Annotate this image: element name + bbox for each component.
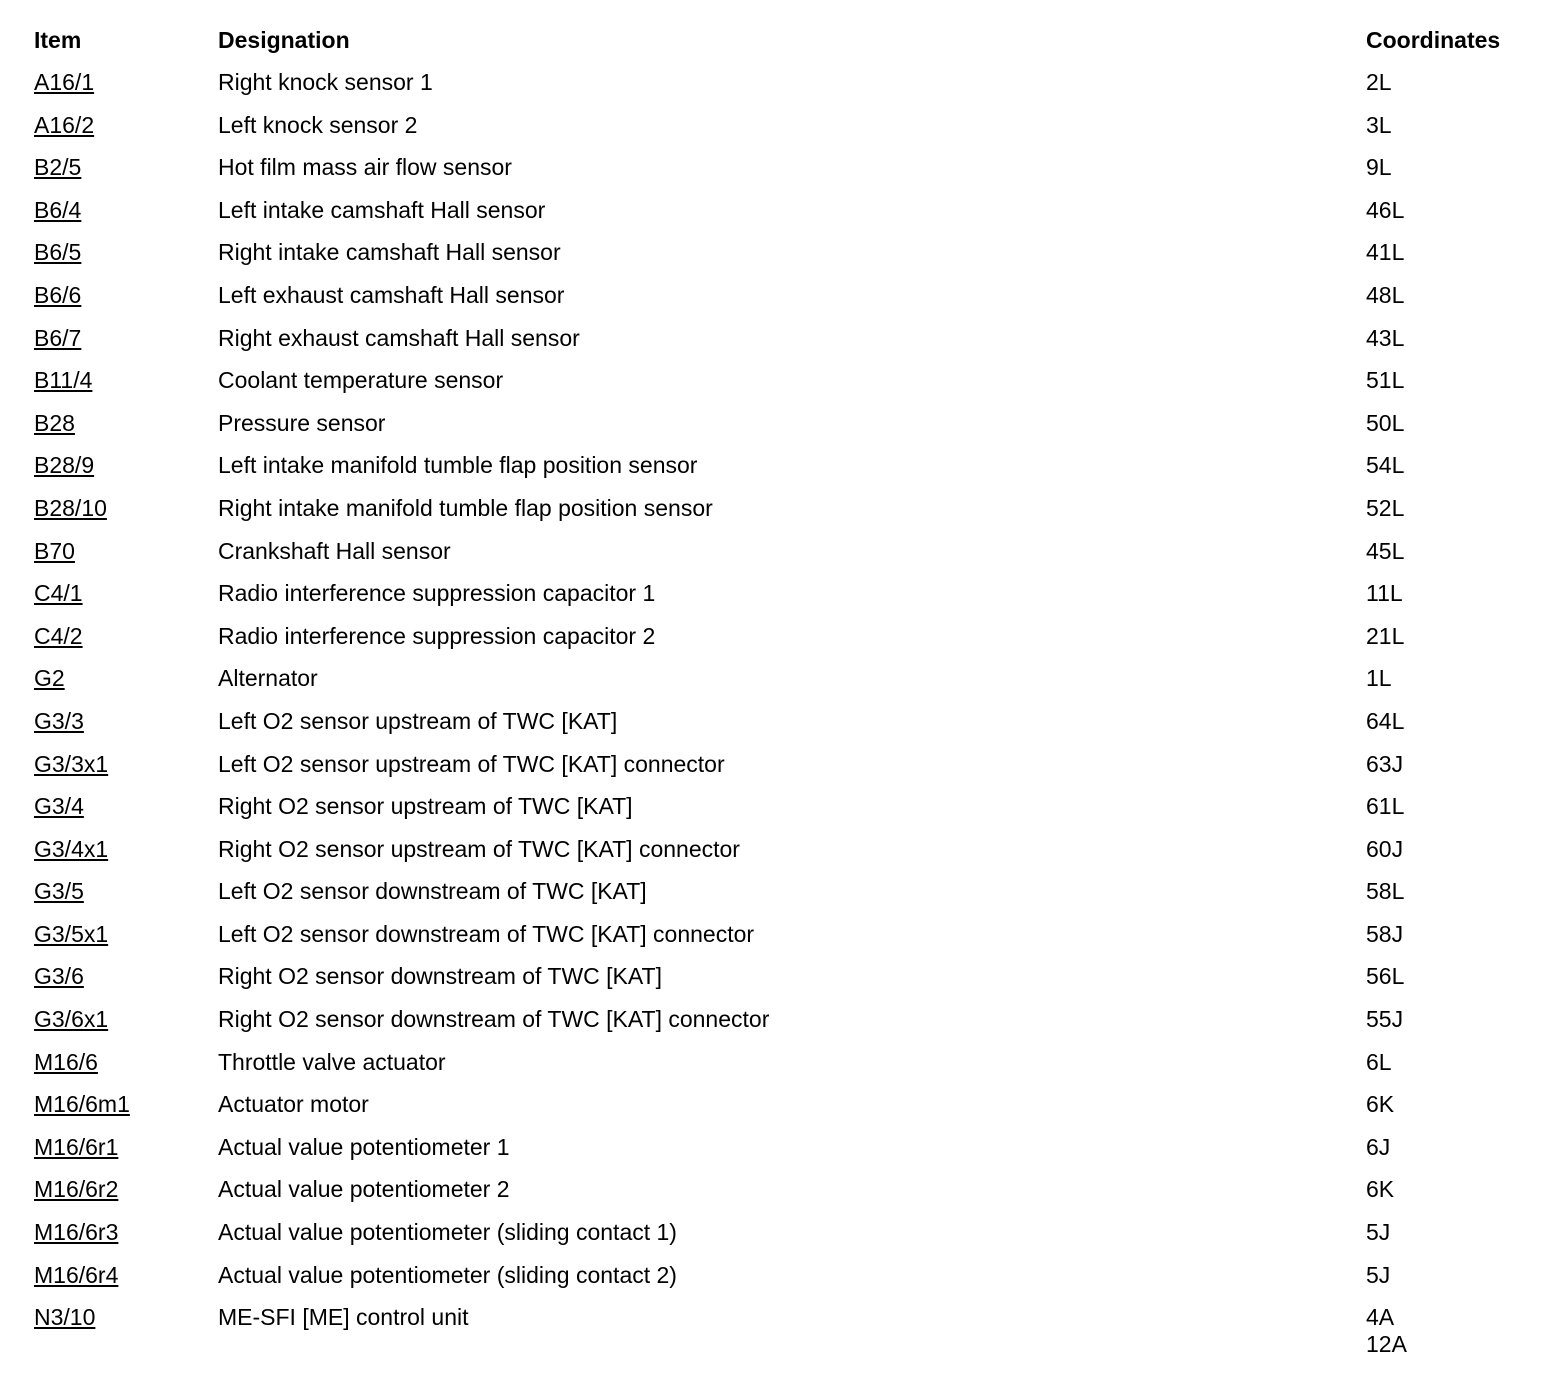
coordinate-value: 3L	[1366, 111, 1392, 138]
designation-cell: Right O2 sensor downstream of TWC [KAT]	[218, 963, 662, 990]
coordinate-value: 45L	[1366, 537, 1405, 564]
item-link[interactable]: A16/2	[34, 111, 95, 138]
table-row	[34, 1304, 1534, 1358]
designation-cell: Right exhaust camshaft Hall sensor	[218, 324, 580, 351]
item-cell	[34, 452, 218, 479]
table-row	[34, 878, 1534, 921]
table-row	[34, 154, 1534, 197]
table-row	[34, 1006, 1534, 1049]
designation-cell: Hot film mass air flow sensor	[218, 154, 512, 181]
designation-cell: Left intake camshaft Hall sensor	[218, 196, 546, 223]
coordinates-cell	[1366, 708, 1534, 735]
item-cell	[34, 239, 218, 266]
designation-cell: Left O2 sensor upstream of TWC [KAT] connector	[218, 750, 725, 777]
coordinates-cell	[1366, 1219, 1534, 1246]
item-link[interactable]: M16/6m1	[34, 1091, 130, 1118]
item-link[interactable]: C4/2	[34, 622, 83, 649]
designation-cell: Left exhaust camshaft Hall sensor	[218, 281, 565, 308]
table-row	[34, 367, 1534, 410]
coordinates-cell	[1366, 197, 1534, 224]
item-link[interactable]: G2	[34, 665, 65, 692]
table-row	[34, 580, 1534, 623]
coordinates-cell	[1366, 665, 1534, 692]
coordinates-column-header: Coordinates	[1366, 27, 1501, 53]
designation-cell: ME-SFI [ME] control unit	[218, 1304, 469, 1331]
item-cell	[34, 367, 218, 394]
designation-cell: Left O2 sensor downstream of TWC [KAT]	[218, 878, 647, 905]
coordinates-cell	[1366, 1006, 1534, 1033]
coordinates-cell	[1366, 1176, 1534, 1203]
coordinate-value: 2L	[1366, 69, 1392, 95]
item-cell	[34, 69, 218, 96]
table-row	[34, 69, 1534, 112]
item-cell	[34, 1134, 218, 1161]
coordinates-cell	[1366, 1262, 1534, 1289]
item-cell	[34, 197, 218, 224]
coordinate-value: 9L	[1366, 154, 1392, 181]
table-row	[34, 751, 1534, 794]
designation-cell: Left O2 sensor upstream of TWC [KAT]	[218, 707, 618, 734]
coordinate-value: 61L	[1366, 793, 1405, 820]
item-link[interactable]: C4/1	[34, 580, 83, 607]
designation-cell: Actual value potentiometer (sliding contact 1)	[218, 1219, 677, 1246]
designation-cell: Coolant temperature sensor	[218, 367, 504, 394]
designation-column-header: Designation	[218, 27, 350, 53]
coordinate-value: 6J	[1366, 1133, 1391, 1160]
coordinate-value: 51L	[1366, 367, 1405, 394]
item-cell	[34, 623, 218, 650]
item-link[interactable]: G3/6	[34, 963, 84, 990]
item-cell	[34, 1176, 218, 1203]
table-row	[34, 325, 1534, 368]
item-link[interactable]: B6/4	[34, 196, 82, 223]
table-row	[34, 1176, 1534, 1219]
designation-cell: Actuator motor	[218, 1091, 369, 1118]
coordinates-cell	[1366, 793, 1534, 820]
table-row	[34, 538, 1534, 581]
coordinates-cell	[1366, 538, 1534, 565]
coordinate-value: 21L	[1366, 622, 1405, 649]
coordinate-value: 6K	[1366, 1176, 1395, 1203]
coordinates-cell	[1366, 154, 1534, 181]
table-row	[34, 963, 1534, 1006]
designation-cell: Radio interference suppression capacitor 1	[218, 580, 656, 607]
designation-cell: Actual value potentiometer (sliding contact 2)	[218, 1261, 677, 1288]
item-link[interactable]: G3/3x1	[34, 750, 109, 777]
designation-cell: Right O2 sensor upstream of TWC [KAT]	[218, 793, 633, 820]
item-link[interactable]: M16/6r4	[34, 1261, 119, 1288]
designation-cell: Left knock sensor 2	[218, 111, 418, 138]
coordinate-value: 54L	[1366, 452, 1405, 479]
item-cell	[34, 112, 218, 139]
item-link[interactable]: B70	[34, 537, 75, 564]
table-row	[34, 1219, 1534, 1262]
coordinate-value: 43L	[1366, 324, 1405, 351]
coordinate-value: 60J	[1366, 835, 1404, 862]
table-row	[34, 1049, 1534, 1092]
coordinates-cell	[1366, 69, 1534, 96]
table-row	[34, 836, 1534, 879]
item-cell	[34, 665, 218, 692]
coordinates-cell	[1366, 921, 1534, 948]
item-link[interactable]: B28/9	[34, 452, 95, 479]
coordinates-cell	[1366, 1134, 1534, 1161]
coordinate-value: 55J	[1366, 1006, 1404, 1033]
item-cell	[34, 751, 218, 778]
item-link[interactable]: B6/7	[34, 324, 82, 351]
coordinates-cell	[1366, 878, 1534, 905]
coordinates-cell	[1366, 751, 1534, 778]
coordinate-value: 52L	[1366, 494, 1405, 521]
item-link[interactable]: B28/10	[34, 494, 107, 521]
coordinate-value: 64L	[1366, 707, 1405, 734]
table-row	[34, 410, 1534, 453]
table-row	[34, 197, 1534, 240]
coordinates-cell	[1366, 623, 1534, 650]
item-link[interactable]: M16/6	[34, 1048, 98, 1075]
item-cell	[34, 1262, 218, 1289]
coordinates-cell	[1366, 367, 1534, 394]
designation-cell: Right intake camshaft Hall sensor	[218, 239, 561, 266]
coordinate-value: 63J	[1366, 750, 1404, 777]
table-row	[34, 1262, 1534, 1305]
item-cell	[34, 1091, 218, 1118]
coordinates-cell	[1366, 452, 1534, 479]
coordinate-value: 46L	[1366, 196, 1405, 223]
table-row	[34, 282, 1534, 325]
coordinate-value: 56L	[1366, 963, 1405, 990]
item-cell	[34, 495, 218, 522]
coordinate-value: 12A	[1366, 1331, 1407, 1358]
item-cell	[34, 282, 218, 309]
item-link[interactable]: M16/6r3	[34, 1219, 119, 1246]
coordinate-value: 5J	[1366, 1261, 1391, 1288]
coordinates-cell	[1366, 495, 1534, 522]
coordinate-value: 48L	[1366, 281, 1405, 308]
coordinate-value: 58J	[1366, 920, 1404, 947]
designation-cell: Actual value potentiometer 2	[218, 1176, 510, 1203]
item-cell	[34, 325, 218, 352]
item-link[interactable]: N3/10	[34, 1304, 96, 1331]
item-cell	[34, 1006, 218, 1033]
item-cell	[34, 836, 218, 863]
coordinates-cell	[1366, 580, 1534, 607]
coordinates-cell	[1366, 836, 1534, 863]
coordinates-cell	[1366, 325, 1534, 352]
item-cell	[34, 154, 218, 181]
designation-cell: Throttle valve actuator	[218, 1048, 446, 1075]
coordinate-value: 4A	[1366, 1304, 1395, 1331]
item-cell	[34, 878, 218, 905]
designation-cell: Left intake manifold tumble flap position sensor	[218, 452, 698, 479]
item-link[interactable]: M16/6r2	[34, 1176, 119, 1203]
designation-cell: Right intake manifold tumble flap position sensor	[218, 494, 713, 521]
table-row	[34, 1091, 1534, 1134]
item-cell	[34, 793, 218, 820]
coordinate-value: 11L	[1366, 580, 1403, 607]
item-link[interactable]: M16/6r1	[34, 1133, 119, 1160]
table-row	[34, 665, 1534, 708]
designation-cell: Left O2 sensor downstream of TWC [KAT] connector	[218, 920, 755, 947]
item-cell	[34, 708, 218, 735]
table-row	[34, 112, 1534, 155]
coordinate-value: 50L	[1366, 409, 1405, 436]
coordinates-cell	[1366, 112, 1534, 139]
coordinates-cell	[1366, 410, 1534, 437]
coordinates-cell	[1366, 1304, 1534, 1358]
coordinate-value: 6L	[1366, 1048, 1392, 1075]
coordinate-value: 41L	[1366, 239, 1405, 266]
table-row	[34, 452, 1534, 495]
item-cell	[34, 538, 218, 565]
table-row	[34, 921, 1534, 964]
item-cell	[34, 1049, 218, 1076]
item-cell	[34, 963, 218, 990]
table-row	[34, 495, 1534, 538]
item-link[interactable]: G3/4	[34, 793, 84, 820]
item-link[interactable]: B6/6	[34, 281, 82, 308]
item-link[interactable]: B28	[34, 409, 75, 436]
table-body	[34, 69, 1534, 1358]
table-row	[34, 239, 1534, 282]
coordinate-value: 58L	[1366, 878, 1405, 905]
coordinates-cell	[1366, 282, 1534, 309]
table-header	[34, 27, 1534, 69]
item-link[interactable]: G3/3	[34, 707, 84, 734]
item-link[interactable]: G3/5	[34, 878, 84, 905]
item-link[interactable]: B2/5	[34, 154, 82, 181]
item-cell	[34, 1304, 218, 1331]
designation-cell: Radio interference suppression capacitor 2	[218, 622, 656, 649]
item-link[interactable]: G3/4x1	[34, 835, 109, 862]
designation-cell: Right knock sensor 1	[218, 69, 433, 95]
coordinates-cell	[1366, 239, 1534, 266]
item-cell	[34, 1219, 218, 1246]
component-legend-table	[34, 27, 1534, 1358]
item-link[interactable]: B6/5	[34, 239, 82, 266]
designation-cell: Alternator	[218, 665, 318, 692]
item-cell	[34, 410, 218, 437]
designation-cell: Pressure sensor	[218, 409, 386, 436]
coordinates-cell	[1366, 1049, 1534, 1076]
designation-cell: Right O2 sensor downstream of TWC [KAT] connector	[218, 1006, 770, 1033]
table-row	[34, 793, 1534, 836]
coordinates-cell	[1366, 963, 1534, 990]
item-column-header: Item	[34, 27, 82, 53]
item-cell	[34, 580, 218, 607]
coordinate-value: 1L	[1366, 665, 1392, 692]
table-row	[34, 623, 1534, 666]
item-link[interactable]: A16/1	[34, 69, 95, 95]
coordinate-value: 5J	[1366, 1219, 1391, 1246]
item-cell	[34, 921, 218, 948]
item-link[interactable]: G3/6x1	[34, 1006, 109, 1033]
designation-cell: Crankshaft Hall sensor	[218, 537, 451, 564]
table-row	[34, 1134, 1534, 1177]
designation-cell: Right O2 sensor upstream of TWC [KAT] connector	[218, 835, 740, 862]
item-link[interactable]: G3/5x1	[34, 920, 109, 947]
item-link[interactable]: B11/4	[34, 367, 93, 394]
designation-cell: Actual value potentiometer 1	[218, 1133, 510, 1160]
coordinates-cell	[1366, 1091, 1534, 1118]
table-row	[34, 708, 1534, 751]
coordinate-value: 6K	[1366, 1091, 1395, 1118]
